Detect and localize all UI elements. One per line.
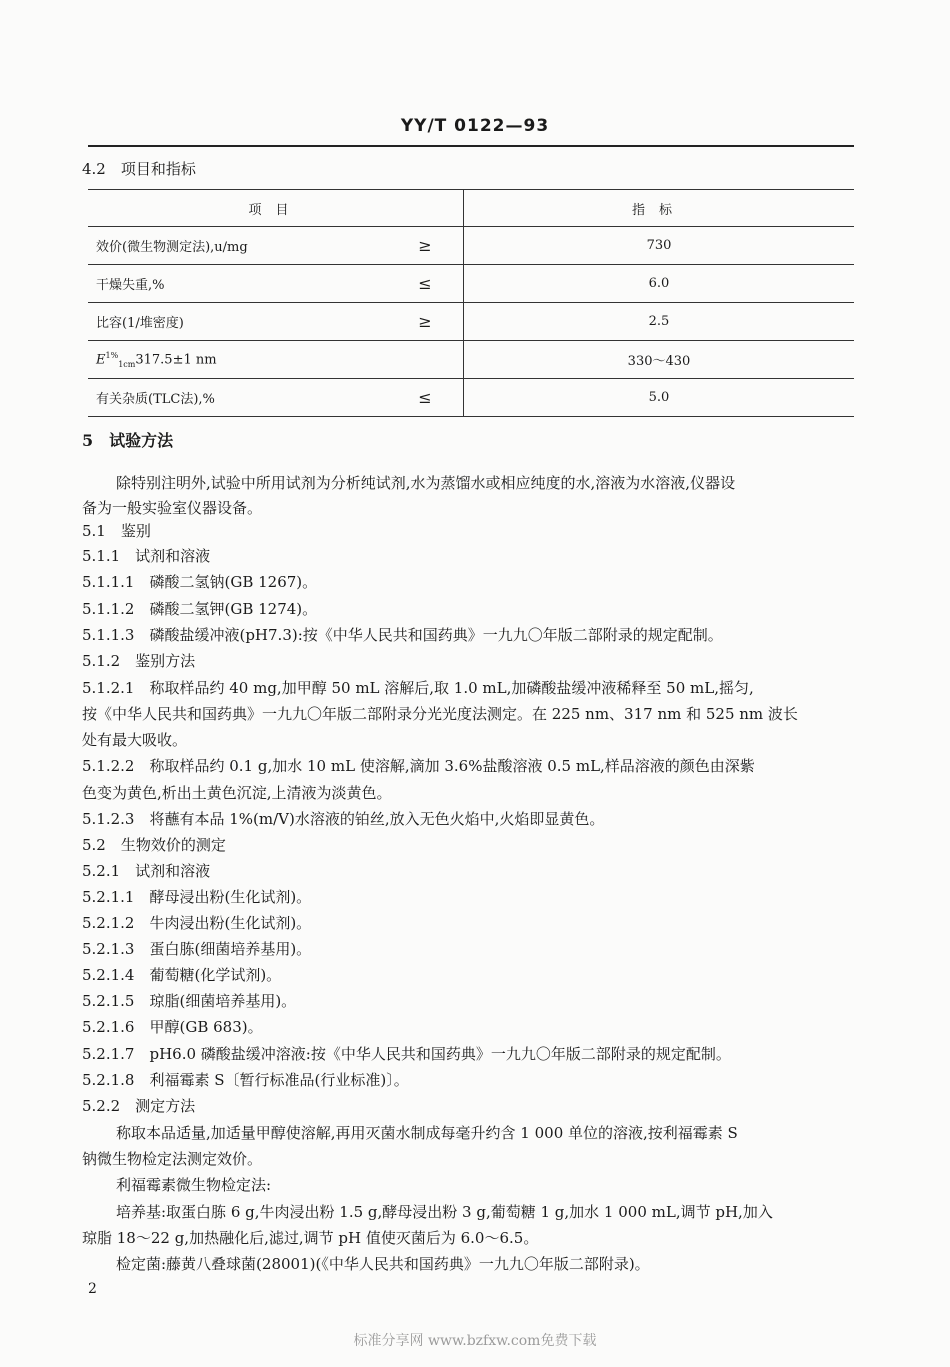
clause-5-1-2-2-line-2: 色变为黄色,析出土黄色沉淀,上清液为淡黄色。 — [82, 784, 392, 802]
row-symbol — [387, 341, 464, 379]
clause-5-1-2-1-line-2: 按《中华人民共和国药典》一九九〇年版二部附录分光光度法测定。在 225 nm、317 nm 和 525 nm 波长 — [82, 705, 798, 723]
clause-5-2-1-3: 5.2.1.3 蛋白胨(细菌培养基用)。 — [82, 940, 312, 958]
clause-5-2-1-1: 5.2.1.1 酵母浸出粉(生化试剂)。 — [82, 888, 312, 906]
method-para-2: 利福霉素微生物检定法: — [116, 1176, 272, 1194]
row-item: 比容(1/堆密度) — [88, 303, 387, 341]
clause-5-2-1: 5.2.1 试剂和溶液 — [82, 862, 211, 880]
test-strain-line: 检定菌:藤黄八叠球菌(28001)(《中华人民共和国药典》一九九〇年版二部附录)。 — [116, 1255, 650, 1273]
absorbance-sub: 1cm — [118, 359, 136, 369]
row-value: 6.0 — [464, 265, 855, 303]
table-row — [88, 227, 854, 265]
table-row — [88, 341, 854, 379]
clause-5-2-1-7: 5.2.1.7 pH6.0 磷酸盐缓冲溶液:按《中华人民共和国药典》一九九〇年版二部附录的规定配制。 — [82, 1045, 731, 1063]
table-row — [88, 303, 854, 341]
row-item-absorbance — [88, 341, 387, 379]
clause-5-2-1-2: 5.2.1.2 牛肉浸出粉(生化试剂)。 — [82, 914, 312, 932]
col-value-header: 指标 — [464, 190, 855, 227]
absorbance-sup: 1% — [105, 350, 119, 360]
row-symbol: ≤ — [387, 379, 464, 417]
clause-5-1-1-2: 5.1.1.2 磷酸二氢钾(GB 1274)。 — [82, 600, 318, 618]
row-item: 效价(微生物测定法),u/mg — [88, 227, 387, 265]
clause-5-1-1-1: 5.1.1.1 磷酸二氢钠(GB 1267)。 — [82, 573, 318, 591]
table-row — [88, 379, 854, 417]
clause-5-2-1-5: 5.2.1.5 琼脂(细菌培养基用)。 — [82, 992, 297, 1010]
header-rule — [88, 145, 854, 147]
clause-5-2-1-6: 5.2.1.6 甲醇(GB 683)。 — [82, 1018, 263, 1036]
row-value: 730 — [464, 227, 855, 265]
clause-5-1-2-2-line-1: 5.1.2.2 称取样品约 0.1 g,加水 10 mL 使溶解,滴加 3.6%盐酸溶液 0.5 mL,样品溶液的颜色由深紫 — [82, 757, 755, 775]
spec-table — [88, 189, 854, 417]
intro-line-2: 备为一般实验室仪器设备。 — [82, 499, 263, 517]
col-item-header: 项目 — [88, 190, 464, 227]
clause-5-1-2-1-line-3: 处有最大吸收。 — [82, 731, 188, 749]
clause-5-1-2-3: 5.1.2.3 将蘸有本品 1%(m/V)水溶液的铂丝,放入无色火焰中,火焰即显黄色。 — [82, 810, 605, 828]
row-value: 5.0 — [464, 379, 855, 417]
section-5-heading: 5 试验方法 — [82, 431, 174, 450]
row-symbol: ≥ — [387, 303, 464, 341]
clause-5-1: 5.1 鉴别 — [82, 522, 151, 540]
absorbance-wavelength: 317.5±1 nm — [135, 351, 217, 367]
clause-5-2-1-8: 5.2.1.8 利福霉素 S〔暂行标准品(行业标准)〕。 — [82, 1071, 409, 1089]
row-item: 干燥失重,% — [88, 265, 387, 303]
clause-5-1-2: 5.1.2 鉴别方法 — [82, 652, 196, 670]
intro-line-1: 除特别注明外,试验中所用试剂为分析纯试剂,水为蒸馏水或相应纯度的水,溶液为水溶液,仪器设 — [116, 474, 736, 492]
spec-table-header-row — [88, 190, 854, 227]
row-symbol: ≥ — [387, 227, 464, 265]
medium-line-2: 琼脂 18～22 g,加热融化后,滤过,调节 pH 值使灭菌后为 6.0～6.5。 — [82, 1229, 539, 1247]
table-row — [88, 265, 854, 303]
clause-5-2: 5.2 生物效价的测定 — [82, 836, 226, 854]
clause-5-1-1-3: 5.1.1.3 磷酸盐缓冲液(pH7.3):按《中华人民共和国药典》一九九〇年版二部附录的规定配制。 — [82, 626, 723, 644]
clause-5-2-2: 5.2.2 测定方法 — [82, 1097, 196, 1115]
clause-5-1-1: 5.1.1 试剂和溶液 — [82, 547, 211, 565]
page-number: 2 — [88, 1281, 97, 1297]
method-para-1-line-1: 称取本品适量,加适量甲醇使溶解,再用灭菌水制成每毫升约含 1 000 单位的溶液,按利福霉素 S — [116, 1124, 738, 1142]
section-4-2-heading: 4.2 项目和指标 — [82, 160, 196, 178]
row-value: 2.5 — [464, 303, 855, 341]
row-value: 330～430 — [464, 341, 855, 379]
absorbance-symbol: E — [96, 351, 106, 367]
watermark: 标准分享网 www.bzfxw.com免费下载 — [353, 1333, 597, 1349]
clause-5-2-1-4: 5.2.1.4 葡萄糖(化学试剂)。 — [82, 966, 282, 984]
method-para-1-line-2: 钠微生物检定法测定效价。 — [82, 1150, 263, 1168]
row-symbol: ≤ — [387, 265, 464, 303]
medium-line-1: 培养基:取蛋白胨 6 g,牛肉浸出粉 1.5 g,酵母浸出粉 3 g,葡萄糖 1 g,加水 1 000 mL,调节 pH,加入 — [116, 1203, 773, 1221]
row-item: 有关杂质(TLC法),% — [88, 379, 387, 417]
clause-5-1-2-1-line-1: 5.1.2.1 称取样品约 40 mg,加甲醇 50 mL 溶解后,取 1.0 mL,加磷酸盐缓冲液稀释至 50 mL,摇匀, — [82, 679, 754, 697]
standard-code-header: YY/T 0122—93 — [400, 116, 550, 136]
